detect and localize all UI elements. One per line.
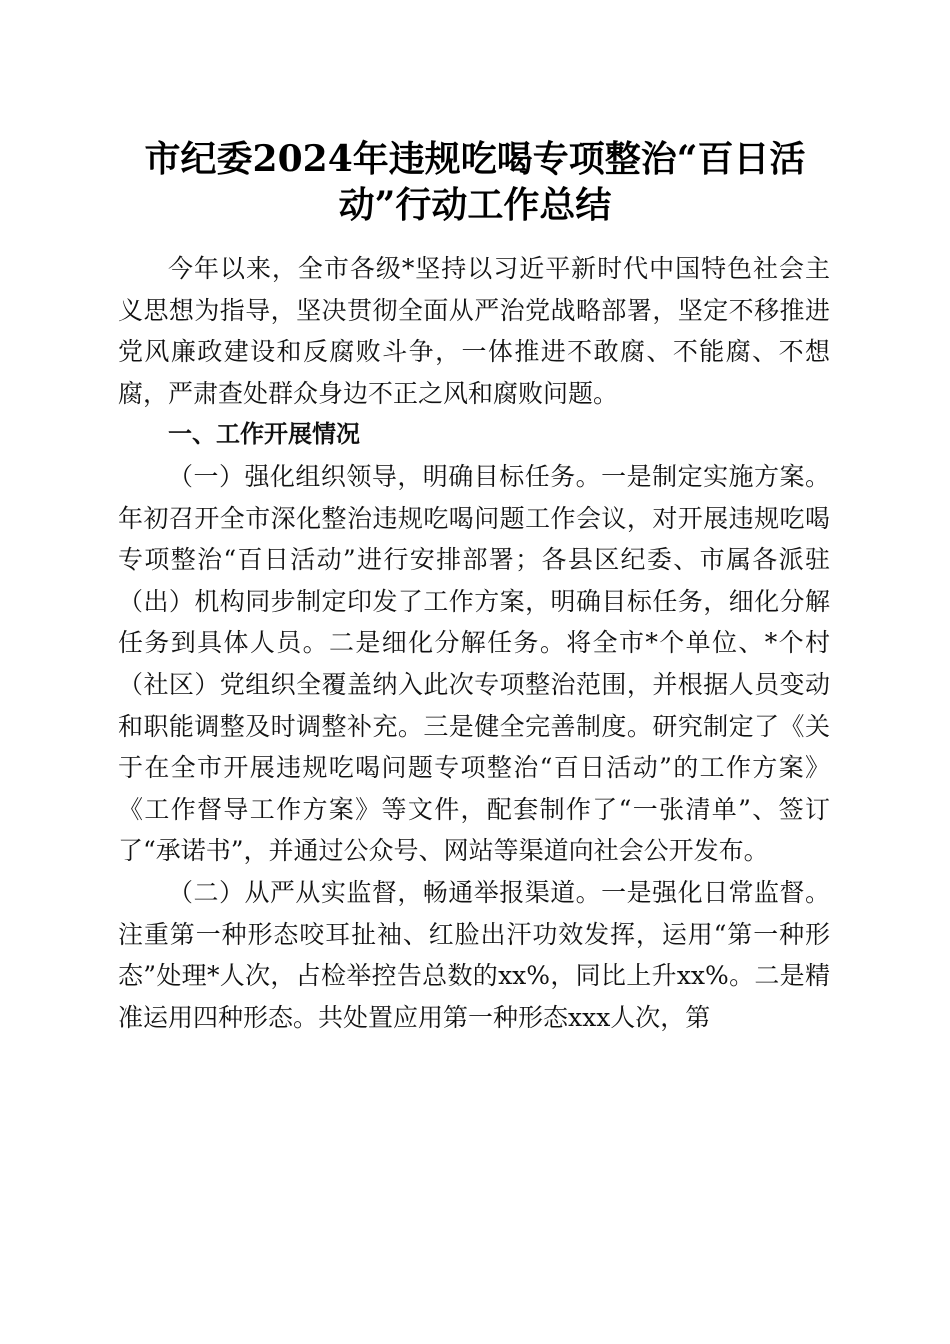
document-body <box>118 248 830 1038</box>
subsection-paragraph-2: （二）从严从实监督，畅通举报渠道。一是强化日常监督。注重第一种形态咬耳扯袖、红脸出汗功效发挥，运用“第一种形态”处理*人次，占检举控告总数的xx%，同比上升xx%。二是精准运用四种形态。共处置应用第一种形态xxx人次，第 <box>118 877 830 1032</box>
subsection-paragraph-1: （一）强化组织领导，明确目标任务。一是制定实施方案。年初召开全市深化整治违规吃喝问题工作会议，对开展违规吃喝专项整治“百日活动”进行安排部署；各县区纪委、市属各派驻（出）机构同步制定印发了工作方案，明确目标任务，细化分解任务到具体人员。二是细化分解任务。将全市*个单位、*个村（社区）党组织全覆盖纳入此次专项整治范围，并根据人员变动和职能调整及时调整补充。三是健全完善制度。研究制定了《关于在全市开展违规吃喝问题专项整治“百日活动”的工作方案》《工作督导工作方案》等文件，配套制作了“一张清单”、签订了“承诺书”，并通过公众号、网站等渠道向社会公开发布。 <box>118 461 830 866</box>
intro-paragraph: 今年以来，全市各级*坚持以习近平新时代中国特色社会主义思想为指导，坚决贯彻全面从严治党战略部署，坚定不移推进党风廉政建设和反腐败斗争，一体推进不敢腐、不能腐、不想腐，严肃查处群众身边不正之风和腐败问题。 <box>118 254 830 408</box>
document-title: 市纪委2024年违规吃喝专项整治“百日活动”行动工作总结 <box>144 138 806 226</box>
section-heading: 一、工作开展情况 <box>168 420 360 449</box>
